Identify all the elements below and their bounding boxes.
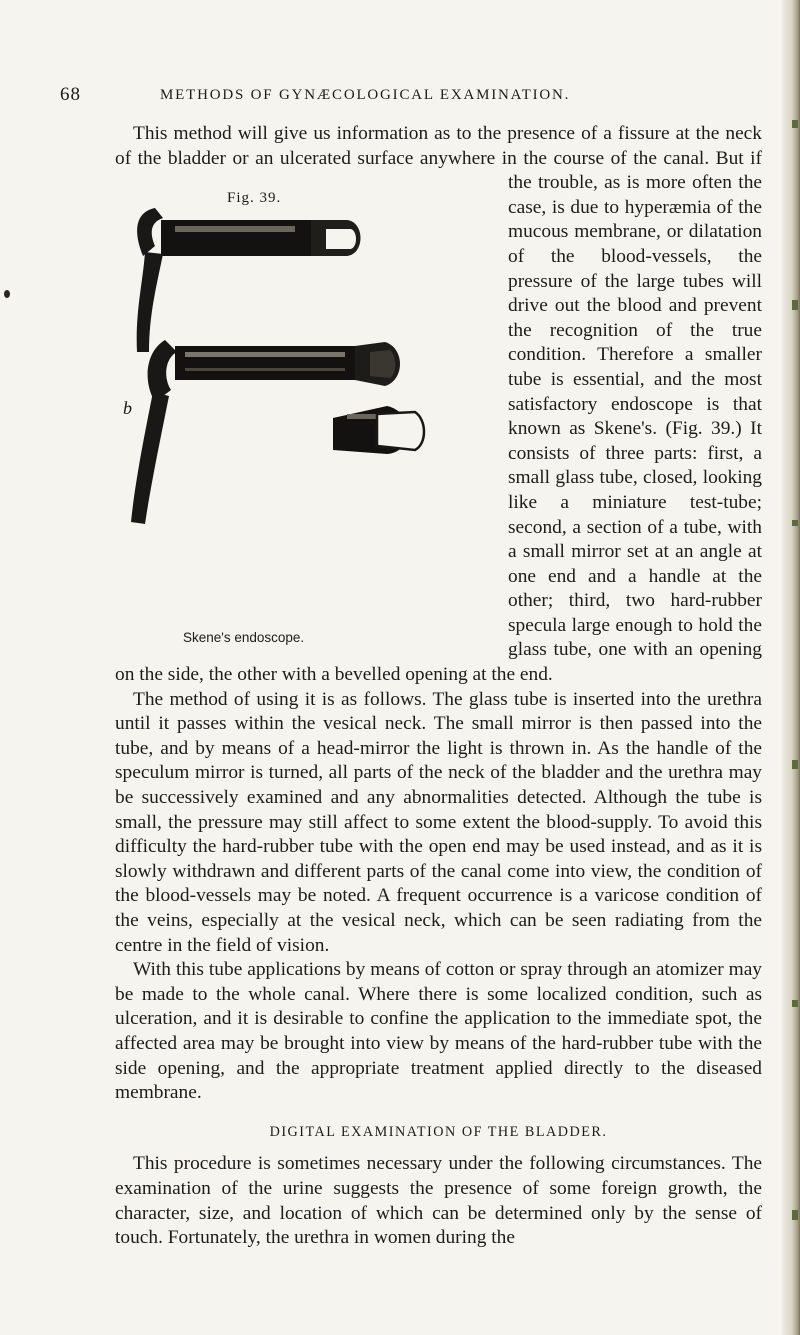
edge-mark — [792, 120, 798, 128]
figure-39 — [115, 122, 500, 645]
running-head: METHODS OF GYNÆCOLOGICAL EXAMINATION. — [160, 87, 571, 103]
paragraph-3: With this tube applications by means of cotton or spray through an atomizer may be made to the whole canal. Where there is some localized condition, such as ulceration, and it is desirable to confine the application to the immediate spot, the affected area may be brought into view by means of the hard-rubber tube with the side opening, and the appropriate treatment applied directly to the diseased membrane. — [115, 959, 762, 1104]
edge-mark — [792, 520, 798, 526]
margin-dot — [4, 290, 10, 298]
skene-endoscope-illustration — [115, 192, 500, 622]
edge-mark — [792, 760, 798, 769]
section-paragraph: This procedure is sometimes necessary under the following circumstances. The examination of the urine suggests the presence of some foreign growth, the character, size, and location of which can be determined only by the sense of touch. Fortunately, the urethra in women during the — [115, 1153, 762, 1249]
edge-mark — [792, 1210, 798, 1220]
edge-mark — [792, 1000, 798, 1007]
edge-mark — [792, 300, 798, 310]
glass-tube-illustration — [333, 406, 424, 454]
figure-caption: Fig. 39. — [227, 190, 282, 206]
page-number: 68 — [60, 84, 81, 105]
page-header — [60, 84, 760, 112]
figure-side-mark: b — [123, 398, 132, 418]
paragraph-1-text: This method will give us information as to the presence of a fissure at the neck of the bladder or an ulcerated surface anywhere in the course of the canal. But if the trouble, as is more often the case, is due to hyperæmia of the mucous membrane, or dilatation of the blood-vessels, the pressure of the large tubes will drive out the blood and prevent the recognition of the true condition. Therefore a smaller tube is essential, and the most satisfactory endoscope is that known as Skene's. (Fig. 39.) It consists of three parts: first, a small glass tube, closed, looking like a miniature test-tube; second, a section of a tube, with a small mirror set at an angle at one end and a handle at the other; third, two hard-rubber specula large enough to hold the glass tube, one with an opening on the side, the other with a bevelled opening at the end. — [115, 123, 762, 686]
paragraph-1 — [115, 122, 762, 688]
figure-label: Skene's endoscope. — [183, 630, 305, 645]
paragraph-2: The method of using it is as follows. The glass tube is inserted into the urethra until it passes within the vesical neck. The small mirror is then passed into the tube, and by means of a head-mirror the light is thrown in. As the handle of the speculum mirror is turned, all parts of the neck of the bladder and the urethra may be successively examined and any abnormalities detected. Although the tube is small, the pressure may still affect to some extent the blood-supply. To avoid this difficulty the hard-rubber tube with the open end may be used instead, and as it is slowly withdrawn and different parts of the canal come into view, the condition of the blood-vessels may be noted. A frequent occurrence is a varicose condition of the veins, especially at the vesical neck, which can be seen radiating from the centre in the field of vision. — [115, 688, 762, 956]
page-edge — [782, 0, 800, 1335]
body-text — [115, 122, 762, 1251]
hard-rubber-speculum-illustration — [137, 208, 361, 352]
section-heading: DIGITAL EXAMINATION OF THE BLADDER. — [269, 1123, 608, 1140]
